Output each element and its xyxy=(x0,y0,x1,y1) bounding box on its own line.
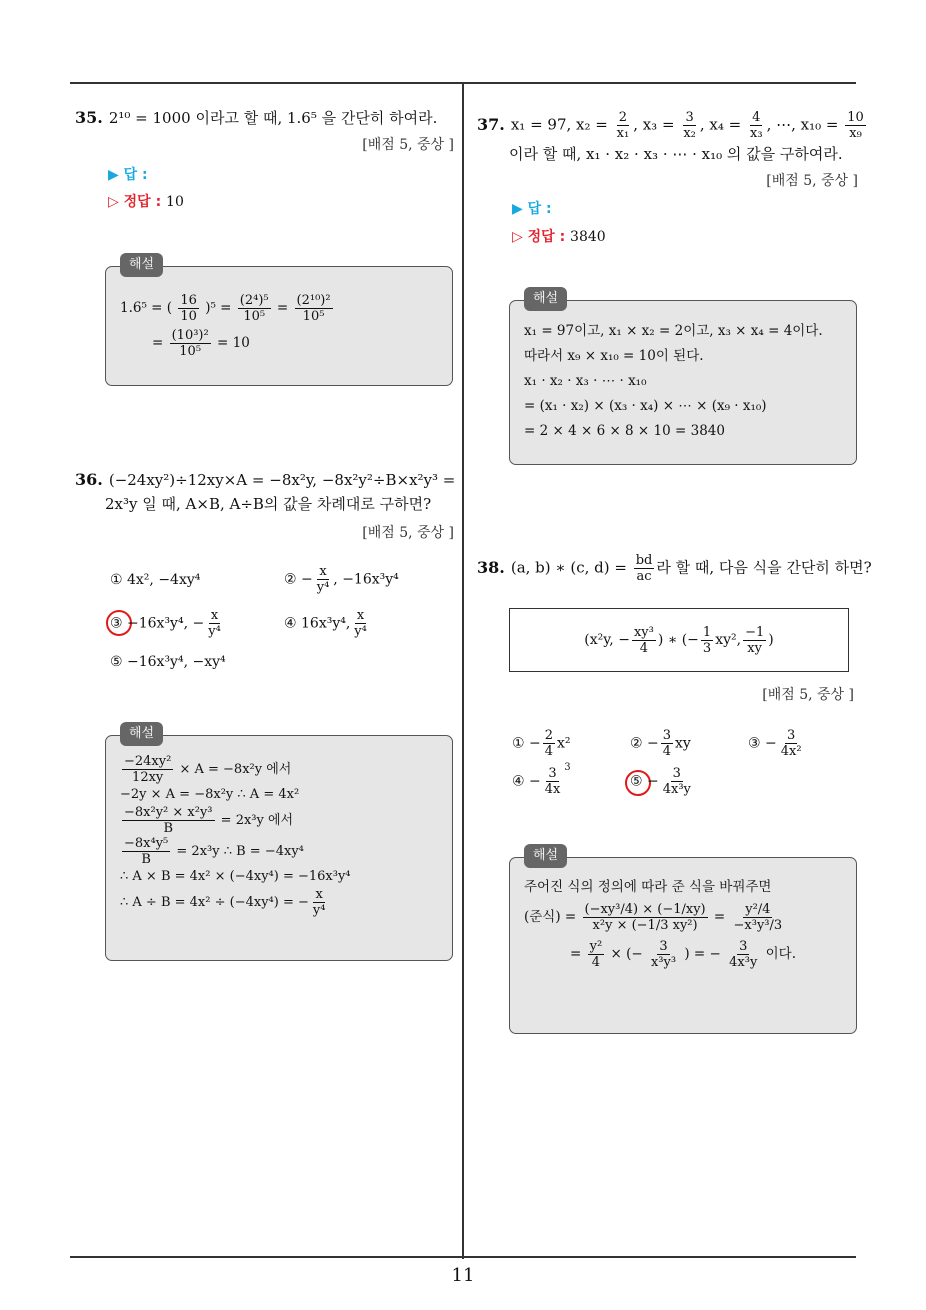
q36-sol-line6: ∴ A ÷ B = 4x² ÷ (−4xy⁴) = − $\frac{x}{\text{y⁴}}$ xyxy=(120,887,326,918)
q37-number: 37. xyxy=(477,114,505,134)
q38-option-1[interactable]: ① − $\frac{2}{4}$ x² xyxy=(512,728,571,759)
q37-solution-tab: 해설 xyxy=(524,287,567,311)
q37-meta: [배점 5, 중상 ] xyxy=(766,173,858,189)
q36-option-5[interactable]: ⑤ −16x³y⁴, −xy⁴ xyxy=(110,654,226,670)
q37-correct-label: ▷ 정답 : xyxy=(512,229,566,245)
q38-meta: [배점 5, 중상 ] xyxy=(762,687,854,703)
q36-solution-tab: 해설 xyxy=(120,722,163,746)
q36-option-2[interactable]: ② − $\frac{x}{\text{y⁴}}$ , −16x³y⁴ xyxy=(284,564,399,595)
q37-correct-value: 3840 xyxy=(570,229,606,245)
q38-solution-box xyxy=(509,848,857,1034)
q36-text1: (−24xy²)÷12xy×A = −8x²y, −8x²y²÷B×x²y³ = xyxy=(108,471,456,489)
q37-question: 37. x₁ = 97, x₂ = $\frac{2}{\text{x₁}}$ , x₃ = $\frac{3}{\text{x₂}}$ , x₄ = $\frac{4}{\text{x₃}}$ , ⋯, x₁₀ = $\frac{10}{\text{x₉}}$ xyxy=(477,110,864,141)
q35-meta: [배점 5, 중상 ] xyxy=(362,137,454,153)
q38-number: 38. xyxy=(477,557,505,577)
q38-option-4[interactable]: ④ − $\frac{3}{4x}$ $^3$ xyxy=(512,761,571,797)
q38-option-2[interactable]: ② − $\frac{3}{4}$ xy xyxy=(630,728,691,759)
q38-sol-line3: = $\frac{\text{y²}}{4}$ × (− $\frac{3}{\text{x³y³}}$ ) = − $\frac{3}{\text{4x³y}}$ 이다. xyxy=(570,939,796,970)
q35-solution-tab: 해설 xyxy=(120,253,163,277)
q35-sol-frac4: $\frac{\text{(10³)²}}{\text{10⁵}}$ xyxy=(171,328,209,359)
q35-solution-box xyxy=(105,257,453,386)
bottom-rule xyxy=(70,1256,856,1258)
q37-sol-line2: 따라서 x₉ × x₁₀ = 10이 된다. xyxy=(524,348,704,364)
q36-sol-line4: $\frac{\text{−8x⁴y⁵}}{B}$ = 2x³y ∴ B = −4xy⁴ xyxy=(124,836,304,867)
q36-question xyxy=(75,468,460,516)
q36-sol-line5: ∴ A × B = 4x² × (−4xy⁴) = −16x³y⁴ xyxy=(120,869,351,884)
page-number: 11 xyxy=(451,1265,475,1286)
q36-solution-box xyxy=(105,726,453,961)
q35-correct-label: ▷ 정답 : xyxy=(108,194,162,210)
q36-option-4[interactable]: ④ 16x³y⁴, $\frac{x}{\text{y⁴}}$ xyxy=(284,608,367,639)
q35-sol-frac2: $\frac{\text{(2⁴)⁵}}{\text{10⁵}}$ xyxy=(239,293,269,324)
q36-sol-line1: $\frac{\text{−24xy²}}{12xy}$ × A = −8x²y 에서 xyxy=(124,754,292,785)
q37-text2: 이라 할 때, x₁ · x₂ · x₃ · ⋯ · x₁₀ 의 값을 구하여라. xyxy=(509,145,843,163)
q38-option-3[interactable]: ③ − $\frac{3}{\text{4x²}}$ xyxy=(748,728,802,759)
q37-sol-line5: = 2 × 4 × 6 × 8 × 10 = 3840 xyxy=(524,423,725,439)
q37-sol-line3: x₁ · x₂ · x₃ · ⋯ · x₁₀ xyxy=(524,373,647,389)
q38-option-5[interactable]: ⑤ − $\frac{3}{\text{4x³y}}$ xyxy=(630,766,691,797)
q37-correct-answer xyxy=(512,226,606,246)
q35-sol-result: = 10 xyxy=(217,335,250,351)
q35-correct-answer xyxy=(108,191,184,211)
q35-sol-pow: )⁵ = xyxy=(205,300,232,316)
q36-sol-line2: −2y × A = −8x²y ∴ A = 4x² xyxy=(120,787,300,802)
q36-sol-line3: $\frac{\text{−8x²y² × x²y³}}{B}$ = 2x³y 에서 xyxy=(124,805,294,836)
q38-question: 38. (a, b) ∗ (c, d) = $\frac{bd}{ac}$ 라 할 때, 다음 식을 간단히 하면? xyxy=(477,553,872,584)
q36-number: 36. xyxy=(75,470,103,489)
q38-solution-tab: 해설 xyxy=(524,844,567,868)
q35-sol-line1: 1.6⁵ = ( $\frac{16}{10}$ )⁵ = $\frac{\text{(2⁴)⁵}}{\text{10⁵}}$ = $\frac{\text{(2¹⁰)²}}{\text{10⁵}}$ xyxy=(120,293,331,324)
q35-correct-value: 10 xyxy=(166,194,184,210)
q38-expression-box: (x²y, − $\frac{\text{xy³}}{4}$ ) ∗ (− $\frac{1}{3}$ xy², $\frac{-1}{xy}$ ) xyxy=(509,608,849,672)
q35-sol-line2: = $\frac{\text{(10³)²}}{\text{10⁵}}$ = 10 xyxy=(152,328,250,359)
q35-text: 2¹⁰ = 1000 이라고 할 때, 1.6⁵ 을 간단히 하여라. xyxy=(108,109,438,127)
q35-question xyxy=(75,106,460,130)
q37-sol-line4: = (x₁ · x₂) × (x₃ · x₄) × ⋯ × (x₉ · x₁₀) xyxy=(524,398,767,414)
q38-sol-line1: 주어진 식의 정의에 따라 준 식을 바꿔주면 xyxy=(524,879,772,895)
q36-option-1[interactable]: ① 4x², −4xy⁴ xyxy=(110,572,201,588)
q37-answer-label: ▶ 답 : xyxy=(512,201,552,217)
q35-sol-frac1: $\frac{16}{10}$ xyxy=(180,293,197,324)
q35-number: 35. xyxy=(75,108,103,127)
q37-solution-box xyxy=(509,291,857,465)
q36-option-3[interactable]: ③ −16x³y⁴, − $\frac{x}{\text{y⁴}}$ xyxy=(110,608,221,639)
q38-sol-line2: (준식) = $\frac{\text{(−xy³/4) × (−1/xy)}}{\text{x²y × (−1/3 xy²)}}$ = $\frac{\text{y²/4}}{\text{−x³y³/3}}$ xyxy=(524,902,783,933)
q35-answer-label: ▶ 답 : xyxy=(108,167,148,183)
q36-meta: [배점 5, 중상 ] xyxy=(362,525,454,541)
q36-text2: 2x³y 일 때, A×B, A÷B의 값을 차례대로 구하면? xyxy=(105,495,432,513)
column-divider xyxy=(462,83,464,1259)
q37-sol-line1: x₁ = 97이고, x₁ × x₂ = 2이고, x₃ × x₄ = 4이다. xyxy=(524,323,823,339)
q35-sol-lhs: 1.6⁵ = ( xyxy=(120,300,173,316)
q35-sol-frac3: $\frac{\text{(2¹⁰)²}}{\text{10⁵}}$ xyxy=(296,293,331,324)
